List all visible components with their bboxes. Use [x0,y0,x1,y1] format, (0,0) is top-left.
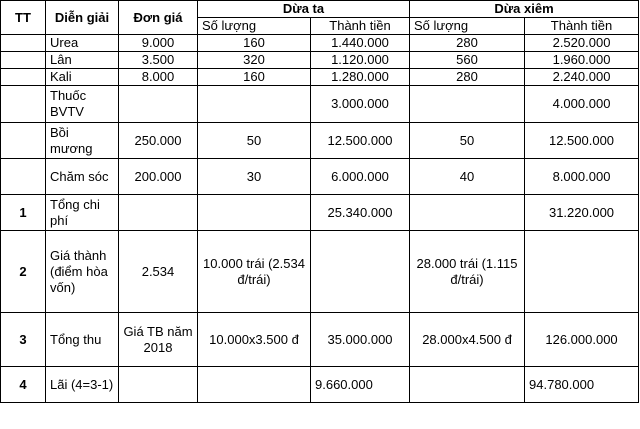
cell-price [119,86,198,123]
cell-tt [1,35,46,52]
header-ta-so-luong: Số lượng [198,18,311,35]
cell-xiem-qty: 560 [410,52,525,69]
cell-tt: 4 [1,367,46,403]
header-ta-thanh-tien: Thành tiền [311,18,410,35]
cell-ta-amount: 1.120.000 [311,52,410,69]
cell-ta-qty: 320 [198,52,311,69]
cell-xiem-amount [525,231,639,313]
cell-tt: 1 [1,195,46,231]
cell-ta-amount: 12.500.000 [311,123,410,159]
cell-xiem-amount: 126.000.000 [525,313,639,367]
cell-name: Chăm sóc [46,159,119,195]
cell-name: Thuốc BVTV [46,86,119,123]
cell-ta-qty: 50 [198,123,311,159]
summary-row [1,195,639,231]
cell-price: Giá TB năm 2018 [119,313,198,367]
cell-price [119,367,198,403]
cell-price: 250.000 [119,123,198,159]
cell-xiem-amount: 2.520.000 [525,35,639,52]
cell-tt: 3 [1,313,46,367]
summary-row [1,231,639,313]
cell-ta-amount: 25.340.000 [311,195,410,231]
cell-name: Kali [46,69,119,86]
table-row [1,159,639,195]
cell-ta-qty: 160 [198,69,311,86]
summary-row [1,367,639,403]
cell-ta-amount [311,231,410,313]
header-dua-xiem: Dừa xiêm [410,1,639,18]
cell-name: Lãi (4=3-1) [46,367,119,403]
cell-name: Tổng chi phí [46,195,119,231]
cell-xiem-amount: 12.500.000 [525,123,639,159]
cell-tt [1,123,46,159]
cell-name: Giá thành (điểm hòa vốn) [46,231,119,313]
table-row [1,35,639,52]
cell-xiem-qty [410,195,525,231]
cell-ta-qty [198,86,311,123]
cell-price: 9.000 [119,35,198,52]
header-dien-giai: Diễn giải [46,1,119,35]
table-row [1,86,639,123]
cell-ta-qty: 160 [198,35,311,52]
cell-tt [1,52,46,69]
cell-xiem-amount: 1.960.000 [525,52,639,69]
table-row [1,52,639,69]
cell-xiem-qty [410,367,525,403]
cell-price: 200.000 [119,159,198,195]
cell-xiem-qty: 40 [410,159,525,195]
cell-xiem-amount: 31.220.000 [525,195,639,231]
header-don-gia: Đơn giá [119,1,198,35]
cell-price [119,195,198,231]
cell-tt [1,86,46,123]
cell-xiem-amount: 8.000.000 [525,159,639,195]
header-dua-ta: Dừa ta [198,1,410,18]
cell-xiem-qty: 28.000x4.500 đ [410,313,525,367]
cell-tt [1,159,46,195]
cell-ta-amount: 6.000.000 [311,159,410,195]
cell-price: 3.500 [119,52,198,69]
header-tt: TT [1,1,46,35]
cell-price: 2.534 [119,231,198,313]
cell-ta-amount: 3.000.000 [311,86,410,123]
cell-xiem-qty: 280 [410,35,525,52]
cell-xiem-qty: 50 [410,123,525,159]
cell-ta-amount: 1.440.000 [311,35,410,52]
cell-xiem-qty [410,86,525,123]
cell-name: Bồi mương [46,123,119,159]
cell-xiem-qty: 28.000 trái (1.115 đ/trái) [410,231,525,313]
cell-tt [1,69,46,86]
cell-ta-qty: 10.000x3.500 đ [198,313,311,367]
header-xiem-so-luong: Số lượng [410,18,525,35]
cell-name: Urea [46,35,119,52]
cell-xiem-amount: 4.000.000 [525,86,639,123]
cell-xiem-qty: 280 [410,69,525,86]
cell-name: Lân [46,52,119,69]
cell-ta-amount: 1.280.000 [311,69,410,86]
cell-ta-qty [198,367,311,403]
header-xiem-thanh-tien: Thành tiền [525,18,639,35]
summary-row [1,313,639,367]
cell-ta-qty: 10.000 trái (2.534 đ/trái) [198,231,311,313]
cell-tt: 2 [1,231,46,313]
table-row [1,123,639,159]
table-row [1,69,639,86]
cell-ta-qty [198,195,311,231]
cell-price: 8.000 [119,69,198,86]
cell-ta-amount: 9.660.000 [311,367,410,403]
cell-ta-amount: 35.000.000 [311,313,410,367]
cell-name: Tổng thu [46,313,119,367]
cell-xiem-amount: 2.240.000 [525,69,639,86]
cell-ta-qty: 30 [198,159,311,195]
cell-xiem-amount: 94.780.000 [525,367,639,403]
